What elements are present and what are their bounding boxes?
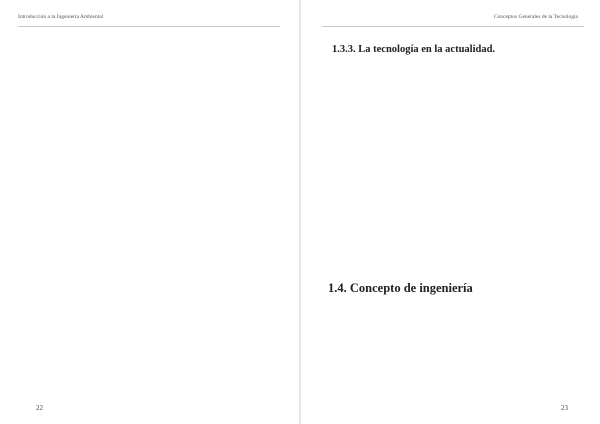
- page-number-right: 23: [561, 404, 568, 412]
- section-heading-tecnologia-actualidad: 1.3.3. La tecnología en la actualidad.: [332, 44, 496, 55]
- header-rule-left: [18, 26, 280, 27]
- right-page: [300, 0, 600, 424]
- page-number-left: 22: [36, 404, 43, 412]
- header-rule-right: [322, 26, 584, 27]
- running-header-left: Introducción a la Ingeniería Ambiental: [18, 14, 104, 20]
- section-heading-concepto-ingenieria: 1.4. Concepto de ingeniería: [328, 281, 473, 295]
- running-header-right: Conceptos Generales de la Tecnología: [493, 14, 578, 20]
